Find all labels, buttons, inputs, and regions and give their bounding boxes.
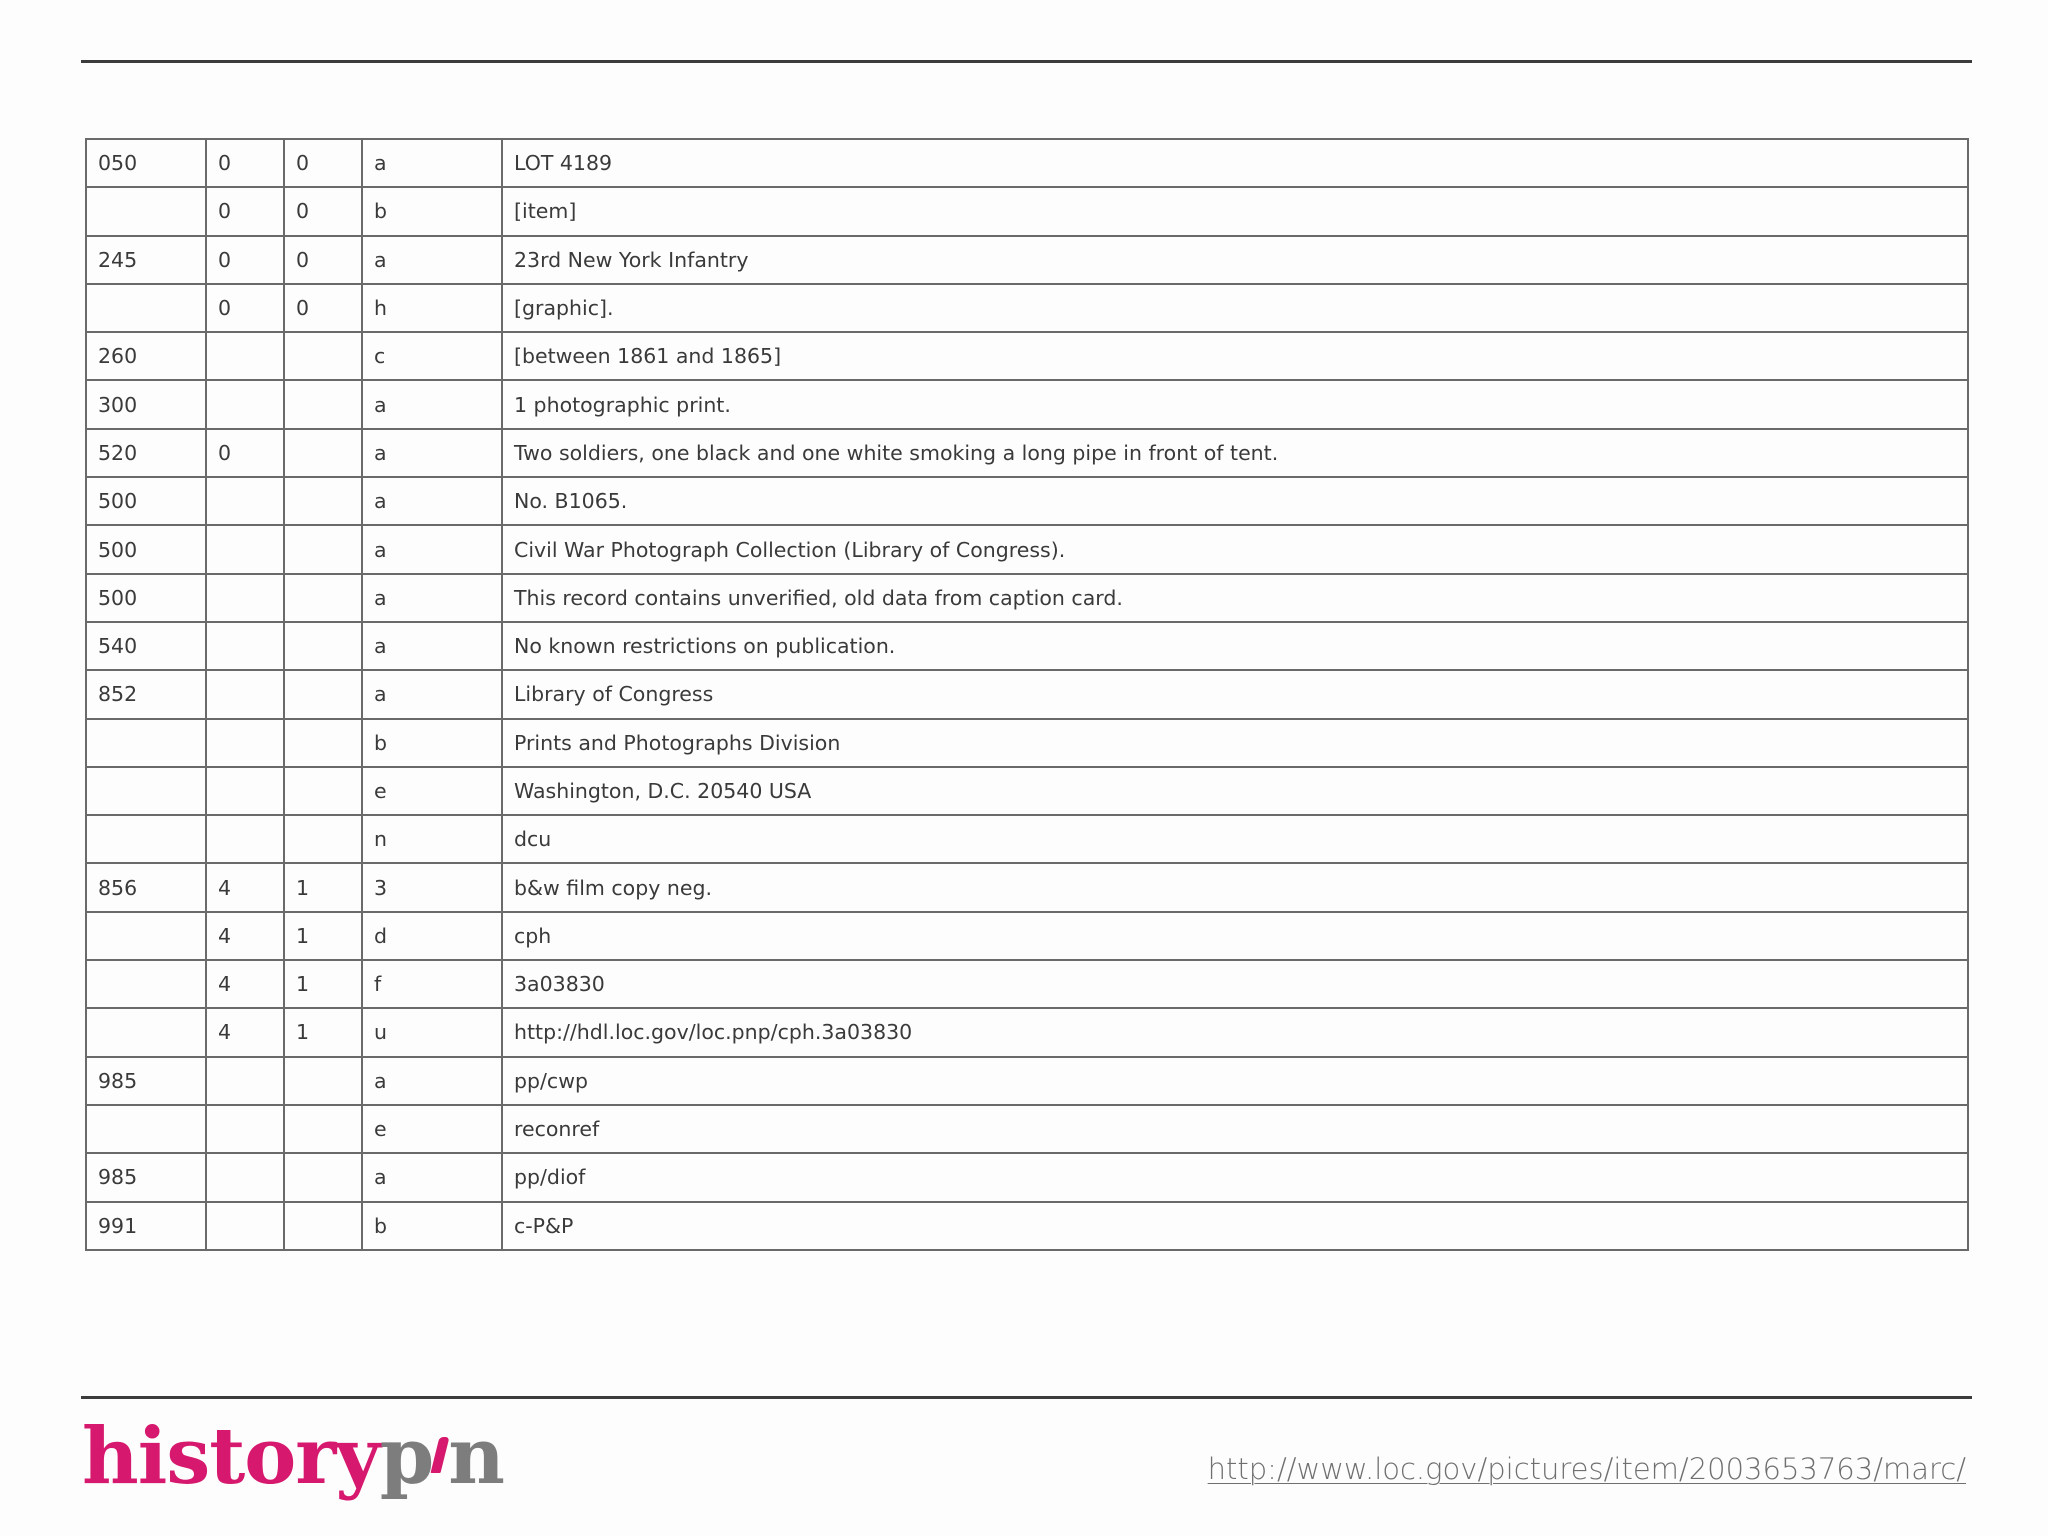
subfield-code-cell: a xyxy=(362,380,502,428)
indicator1-cell xyxy=(206,815,284,863)
marc-tag-cell xyxy=(86,815,206,863)
subfield-code-cell: u xyxy=(362,1008,502,1056)
subfield-value-cell: No. B1065. xyxy=(502,477,1968,525)
indicator2-cell xyxy=(284,767,362,815)
bottom-divider xyxy=(81,1396,1972,1399)
marc-tag-cell: 985 xyxy=(86,1153,206,1201)
subfield-code-cell: a xyxy=(362,525,502,573)
subfield-code-cell: f xyxy=(362,960,502,1008)
subfield-code-cell: b xyxy=(362,187,502,235)
marc-tag-cell: 500 xyxy=(86,525,206,573)
marc-tag-cell xyxy=(86,767,206,815)
subfield-code-cell: a xyxy=(362,622,502,670)
table-row xyxy=(86,1008,1968,1056)
table-row xyxy=(86,477,1968,525)
indicator2-cell: 0 xyxy=(284,187,362,235)
subfield-code-cell: 3 xyxy=(362,863,502,911)
table-row xyxy=(86,187,1968,235)
indicator2-cell xyxy=(284,380,362,428)
subfield-value-cell: pp/cwp xyxy=(502,1057,1968,1105)
logo-text-n: n xyxy=(448,1411,504,1502)
indicator2-cell xyxy=(284,429,362,477)
subfield-value-cell: dcu xyxy=(502,815,1968,863)
indicator2-cell: 1 xyxy=(284,1008,362,1056)
indicator2-cell xyxy=(284,815,362,863)
subfield-code-cell: e xyxy=(362,1105,502,1153)
table-row xyxy=(86,767,1968,815)
table-row xyxy=(86,622,1968,670)
marc-tag-cell xyxy=(86,1008,206,1056)
indicator1-cell: 0 xyxy=(206,139,284,187)
indicator1-cell xyxy=(206,477,284,525)
subfield-code-cell: e xyxy=(362,767,502,815)
subfield-code-cell: a xyxy=(362,1153,502,1201)
marc-tag-cell xyxy=(86,187,206,235)
marc-tag-cell xyxy=(86,1105,206,1153)
table-row xyxy=(86,960,1968,1008)
subfield-value-cell: http://hdl.loc.gov/loc.pnp/cph.3a03830 xyxy=(502,1008,1968,1056)
indicator2-cell: 0 xyxy=(284,139,362,187)
indicator1-cell xyxy=(206,622,284,670)
subfield-value-cell: [between 1861 and 1865] xyxy=(502,332,1968,380)
subfield-value-cell: Civil War Photograph Collection (Library of Congress). xyxy=(502,525,1968,573)
indicator1-cell xyxy=(206,1057,284,1105)
table-row xyxy=(86,719,1968,767)
indicator1-cell xyxy=(206,767,284,815)
indicator2-cell xyxy=(284,622,362,670)
subfield-code-cell: a xyxy=(362,429,502,477)
subfield-code-cell: a xyxy=(362,236,502,284)
table-row xyxy=(86,139,1968,187)
marc-tag-cell: 260 xyxy=(86,332,206,380)
subfield-value-cell: c-P&P xyxy=(502,1202,1968,1250)
subfield-value-cell: 23rd New York Infantry xyxy=(502,236,1968,284)
indicator2-cell xyxy=(284,719,362,767)
marc-tag-cell xyxy=(86,960,206,1008)
subfield-value-cell: 1 photographic print. xyxy=(502,380,1968,428)
indicator1-cell xyxy=(206,574,284,622)
marc-tag-cell: 991 xyxy=(86,1202,206,1250)
table-row xyxy=(86,912,1968,960)
indicator2-cell xyxy=(284,1153,362,1201)
subfield-value-cell: 3a03830 xyxy=(502,960,1968,1008)
indicator2-cell: 1 xyxy=(284,863,362,911)
indicator2-cell xyxy=(284,1105,362,1153)
subfield-code-cell: b xyxy=(362,719,502,767)
table-row xyxy=(86,380,1968,428)
indicator2-cell: 1 xyxy=(284,960,362,1008)
subfield-value-cell: Two soldiers, one black and one white smoking a long pipe in front of tent. xyxy=(502,429,1968,477)
marc-tag-cell: 500 xyxy=(86,477,206,525)
subfield-code-cell: d xyxy=(362,912,502,960)
indicator1-cell xyxy=(206,1105,284,1153)
indicator1-cell: 0 xyxy=(206,429,284,477)
subfield-value-cell: [graphic]. xyxy=(502,284,1968,332)
indicator1-cell: 4 xyxy=(206,960,284,1008)
subfield-value-cell: Washington, D.C. 20540 USA xyxy=(502,767,1968,815)
subfield-code-cell: h xyxy=(362,284,502,332)
indicator1-cell xyxy=(206,332,284,380)
marc-tag-cell: 852 xyxy=(86,670,206,718)
indicator2-cell xyxy=(284,574,362,622)
subfield-value-cell: No known restrictions on publication. xyxy=(502,622,1968,670)
indicator1-cell: 4 xyxy=(206,1008,284,1056)
subfield-value-cell: Library of Congress xyxy=(502,670,1968,718)
indicator2-cell xyxy=(284,477,362,525)
marc-tag-cell: 245 xyxy=(86,236,206,284)
source-url-link[interactable]: http://www.loc.gov/pictures/item/2003653763/marc/ xyxy=(1207,1452,1966,1486)
indicator1-cell xyxy=(206,670,284,718)
indicator1-cell: 0 xyxy=(206,284,284,332)
marc-tag-cell: 050 xyxy=(86,139,206,187)
indicator2-cell xyxy=(284,670,362,718)
subfield-code-cell: a xyxy=(362,477,502,525)
logo-text-p: p xyxy=(379,1411,434,1502)
subfield-value-cell: This record contains unverified, old data from caption card. xyxy=(502,574,1968,622)
indicator2-cell: 0 xyxy=(284,236,362,284)
indicator1-cell: 0 xyxy=(206,187,284,235)
marc-tag-cell: 985 xyxy=(86,1057,206,1105)
table-row xyxy=(86,1202,1968,1250)
marc-record-body xyxy=(86,139,1968,1250)
historypin-logo xyxy=(82,1411,504,1502)
table-row xyxy=(86,1105,1968,1153)
indicator2-cell xyxy=(284,1057,362,1105)
table-row xyxy=(86,236,1968,284)
subfield-value-cell: cph xyxy=(502,912,1968,960)
indicator2-cell xyxy=(284,525,362,573)
table-row xyxy=(86,429,1968,477)
marc-record-table xyxy=(85,138,1969,1251)
subfield-value-cell: LOT 4189 xyxy=(502,139,1968,187)
subfield-value-cell: [item] xyxy=(502,187,1968,235)
indicator1-cell: 4 xyxy=(206,863,284,911)
subfield-value-cell: reconref xyxy=(502,1105,1968,1153)
indicator2-cell: 0 xyxy=(284,284,362,332)
indicator1-cell: 4 xyxy=(206,912,284,960)
marc-tag-cell: 520 xyxy=(86,429,206,477)
indicator2-cell xyxy=(284,1202,362,1250)
table-row xyxy=(86,1057,1968,1105)
logo-text-history: history xyxy=(82,1411,380,1502)
indicator1-cell xyxy=(206,525,284,573)
marc-tag-cell: 540 xyxy=(86,622,206,670)
indicator1-cell: 0 xyxy=(206,236,284,284)
subfield-code-cell: n xyxy=(362,815,502,863)
indicator2-cell xyxy=(284,332,362,380)
table-row xyxy=(86,284,1968,332)
subfield-code-cell: a xyxy=(362,1057,502,1105)
subfield-value-cell: pp/diof xyxy=(502,1153,1968,1201)
marc-tag-cell xyxy=(86,912,206,960)
table-row xyxy=(86,525,1968,573)
marc-tag-cell: 500 xyxy=(86,574,206,622)
subfield-code-cell: b xyxy=(362,1202,502,1250)
marc-tag-cell xyxy=(86,719,206,767)
indicator1-cell xyxy=(206,380,284,428)
subfield-code-cell: a xyxy=(362,670,502,718)
table-row xyxy=(86,1153,1968,1201)
table-row xyxy=(86,863,1968,911)
subfield-code-cell: c xyxy=(362,332,502,380)
table-row xyxy=(86,332,1968,380)
marc-tag-cell xyxy=(86,284,206,332)
indicator1-cell xyxy=(206,1202,284,1250)
indicator2-cell: 1 xyxy=(284,912,362,960)
top-divider xyxy=(81,60,1972,63)
subfield-value-cell: b&w film copy neg. xyxy=(502,863,1968,911)
indicator1-cell xyxy=(206,719,284,767)
table-row xyxy=(86,815,1968,863)
subfield-code-cell: a xyxy=(362,139,502,187)
indicator1-cell xyxy=(206,1153,284,1201)
subfield-code-cell: a xyxy=(362,574,502,622)
subfield-value-cell: Prints and Photographs Division xyxy=(502,719,1968,767)
marc-tag-cell: 300 xyxy=(86,380,206,428)
table-row xyxy=(86,574,1968,622)
table-row xyxy=(86,670,1968,718)
marc-tag-cell: 856 xyxy=(86,863,206,911)
pin-icon xyxy=(431,1437,450,1473)
